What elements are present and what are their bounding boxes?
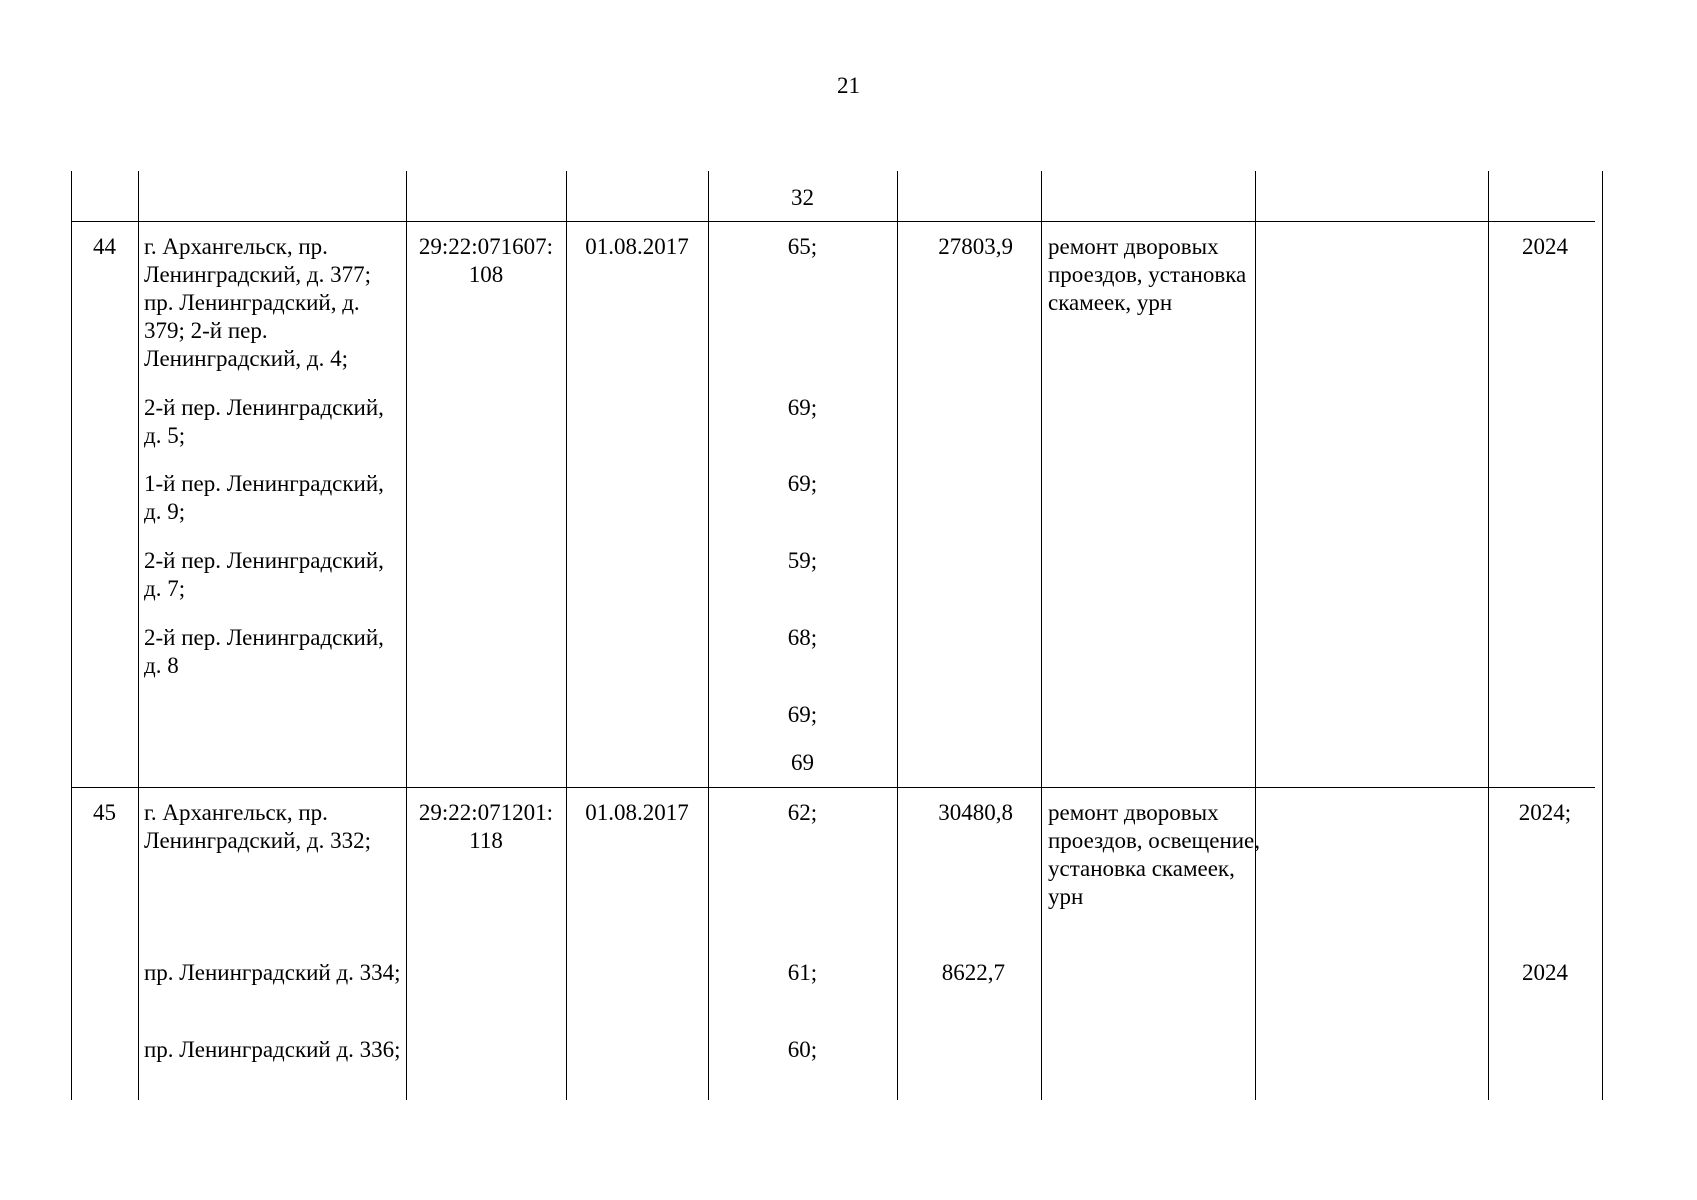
address-text: пр. Ленинградский д. 334;: [144, 960, 401, 985]
column-border: [1041, 171, 1042, 1100]
year-cell: 2024: [1522, 234, 1568, 259]
cadastral-number: 29:22:071607:: [418, 234, 554, 259]
area-cell: 60;: [787, 1037, 818, 1062]
area-cell: 32: [791, 185, 814, 210]
row-number: 44: [93, 234, 116, 259]
address-text: г. Архангельск, пр. Ленинградский, д. 377; пр. Ленинградский, д. 379; 2-й пер. Ленинградский, д. 4;: [144, 234, 372, 371]
year-cell: 2024;: [1518, 800, 1572, 825]
area-cell: 68;: [787, 625, 818, 650]
row-number: 45: [93, 800, 116, 825]
address-text: 2-й пер. Ленинградский, д. 7;: [144, 548, 384, 601]
column-border: [406, 171, 407, 1100]
amount-cell: 30480,8: [938, 800, 1013, 825]
column-border: [71, 171, 72, 1100]
address-text: 1-й пер. Ленинградский, д. 9;: [144, 471, 384, 524]
address-text: пр. Ленинградский д. 336;: [144, 1037, 401, 1062]
area-cell: 65;: [787, 234, 818, 259]
area-cell: 59;: [787, 548, 818, 573]
address-text: 2-й пер. Ленинградский, д. 8: [144, 625, 384, 678]
area-cell: 61;: [787, 960, 818, 985]
column-border: [138, 171, 139, 1100]
works-description: ремонт дворовых проездов, освещение, установка скамеек, урн: [1048, 800, 1261, 909]
column-border: [566, 171, 567, 1100]
cadastral-number: 29:22:071201:: [418, 800, 554, 825]
area-cell: 69;: [787, 395, 818, 420]
date-cell: 01.08.2017: [585, 800, 689, 825]
amount-cell: 8622,7: [941, 960, 1005, 985]
column-border: [1602, 171, 1603, 1100]
area-cell: 69;: [787, 471, 818, 496]
address-text: 2-й пер. Ленинградский, д. 5;: [144, 395, 384, 448]
area-cell: 69;: [787, 702, 818, 727]
cadastral-number: 108: [468, 262, 504, 287]
amount-cell: 27803,9: [938, 234, 1013, 259]
works-description: ремонт дворовых проездов, установка скамеек, урн: [1048, 234, 1247, 315]
row-border: [71, 221, 1595, 222]
address-text: г. Архангельск, пр. Ленинградский, д. 332;: [144, 800, 372, 853]
date-cell: 01.08.2017: [585, 234, 689, 259]
cadastral-number: 118: [469, 828, 503, 853]
area-cell: 69: [791, 750, 814, 775]
area-cell: 62;: [787, 800, 818, 825]
page-number: 21: [837, 73, 860, 98]
year-cell: 2024: [1522, 960, 1568, 985]
row-border: [71, 787, 1595, 788]
